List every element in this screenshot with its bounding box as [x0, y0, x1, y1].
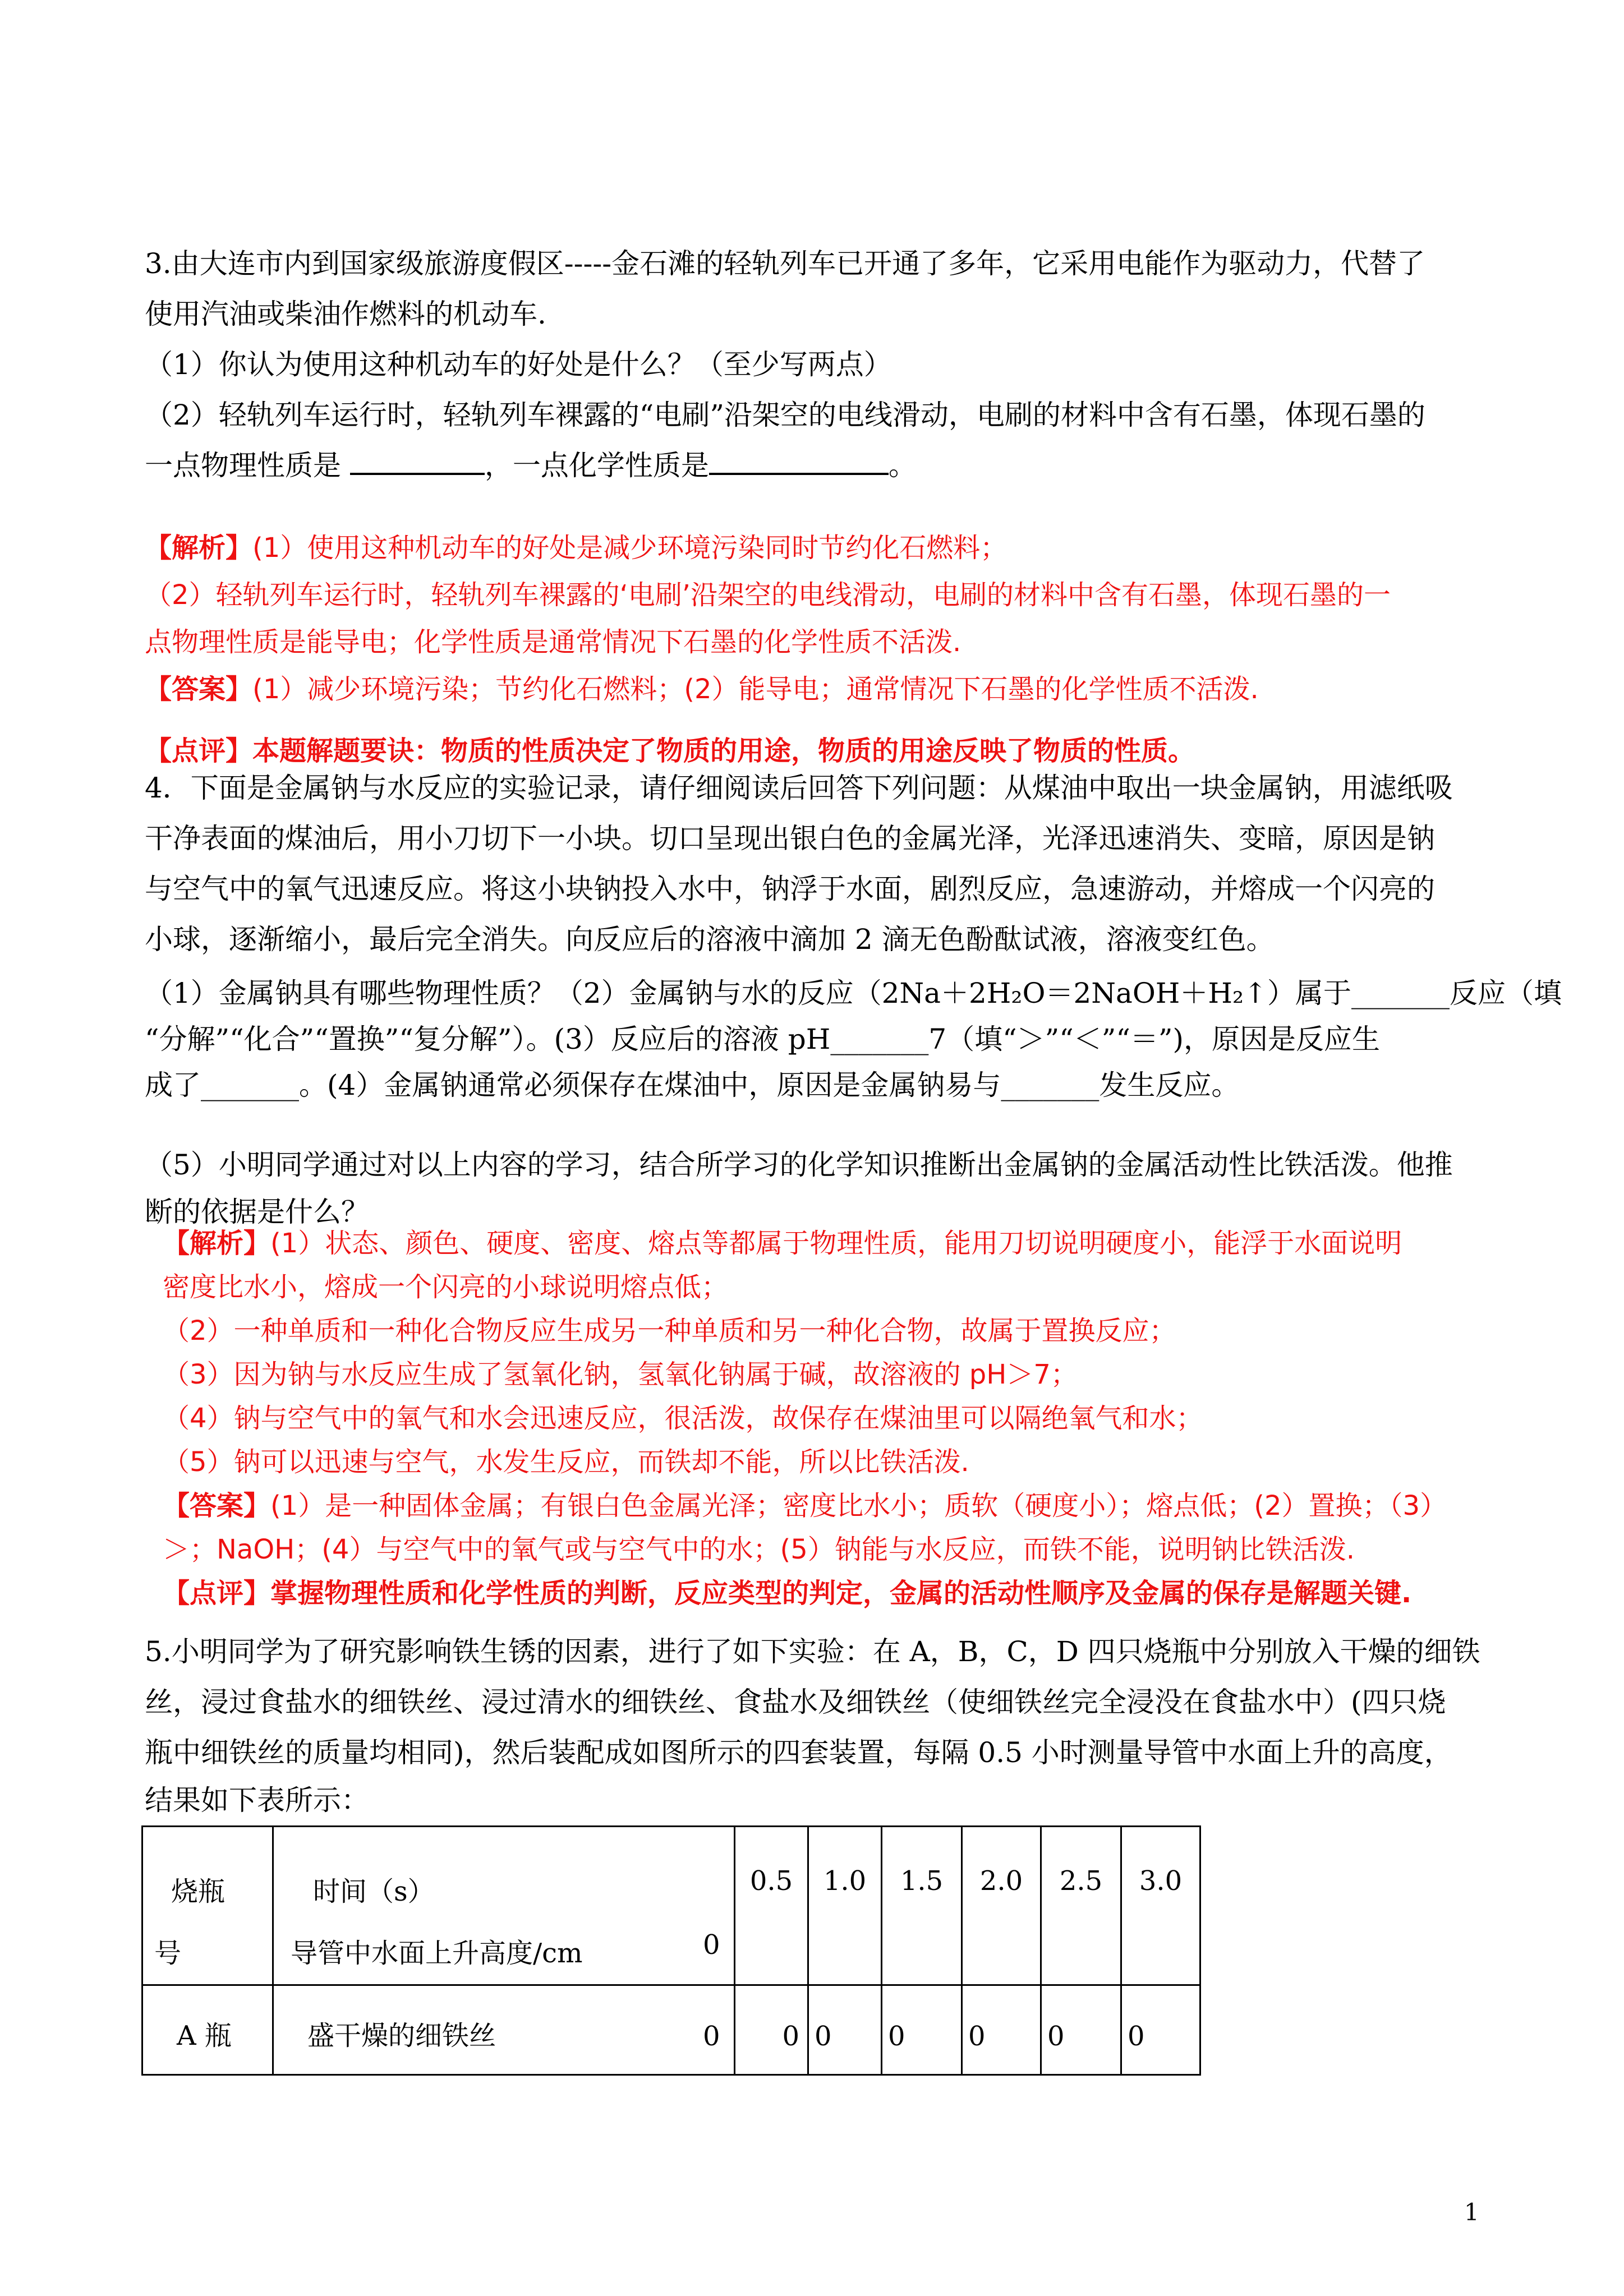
table-cell: 0.5 — [735, 1827, 808, 1985]
table-cell: 0 — [1121, 1985, 1200, 2075]
question-4 — [145, 763, 1491, 965]
q4-subquestions — [145, 970, 1562, 1108]
q3-solution — [145, 524, 1491, 774]
q5-line: 5.小明同学为了研究影响铁生锈的因素，进行了如下实验：在 A，B，C，D 四只烧瓶中分别放入干燥的细铁 — [145, 1635, 1480, 1668]
q3-answer: 【答案】(1）减少环境污染；节约化石燃料；(2）能导电；通常情况下石墨的化学性质不活泼. — [145, 674, 1259, 705]
q3-subq-1: （1）你认为使用这种机动车的好处是什么？（至少写两点） — [145, 348, 892, 381]
table-cell: 2.0 — [962, 1827, 1041, 1985]
table-cell: 0 — [962, 1985, 1041, 2075]
answer-blank[interactable] — [709, 445, 889, 475]
q5-line: 瓶中细铁丝的质量均相同)，然后装配成如图所示的四套装置，每隔 0.5 小时测量导管中水面上升的高度， — [145, 1736, 1452, 1769]
q4-subq5-line: （5）小明同学通过对以上内容的学习，结合所学习的化学知识推断出金属钠的金属活动性比铁活泼。他推 — [145, 1149, 1453, 1181]
q3-line: 3.由大连市内到国家级旅游度假区-----金石滩的轻轨列车已开通了多年，它采用电能作为驱动力，代替了 — [145, 247, 1425, 280]
q4-analysis: 密度比水小，熔成一个闪亮的小球说明熔点低； — [163, 1271, 729, 1303]
table-cell: 0 — [1041, 1985, 1121, 2075]
q4-analysis: （4）钠与空气中的氧气和水会迅速反应，很活泼，故保存在煤油里可以隔绝氧气和水； — [163, 1403, 1203, 1434]
q4-subq-line: “分解”“化合”“置换”“复分解”）。(3）反应后的溶液 pH_______7（填“＞”“＜”“＝”)，原因是反应生 — [145, 1023, 1381, 1055]
q3-subq-2: （2）轻轨列车运行时，轻轨列车裸露的“电刷”沿架空的电线滑动，电刷的材料中含有石墨，体现石墨的 — [145, 399, 1425, 431]
table-cell: 0 — [882, 1985, 962, 2075]
q3-line: 使用汽油或柴油作燃料的机动车. — [145, 298, 546, 330]
table-cell: 3.0 — [1121, 1827, 1200, 1985]
table-cell: 盛干燥的细铁丝 — [273, 1985, 698, 2075]
table-cell: 1.0 — [808, 1827, 882, 1985]
q3-analysis: 【解析】(1）使用这种机动车的好处是减少环境污染同时节约化石燃料； — [145, 532, 1007, 564]
table-header-row — [142, 1827, 1200, 1985]
q4-line: 4．下面是金属钠与水反应的实验记录，请仔细阅读后回答下列问题：从煤油中取出一块金属钠，用滤纸吸 — [145, 772, 1453, 804]
table-cell: 1.5 — [882, 1827, 962, 1985]
q4-comment: 【点评】掌握物理性质和化学性质的判断，反应类型的判定，金属的活动性顺序及金属的保存是解题关键. — [163, 1578, 1412, 1609]
flask-header: 烧瓶 号 — [142, 1827, 273, 1985]
table-cell: A 瓶 — [142, 1985, 273, 2075]
results-table — [141, 1825, 1201, 2076]
q4-solution — [163, 1221, 1509, 1615]
q5-line: 结果如下表所示： — [145, 1784, 369, 1816]
q4-subq-line: （1）金属钠具有哪些物理性质？（2）金属钠与水的反应（2Na＋2H₂O＝2NaOH＋H₂↑）属于_______反应（填 — [145, 977, 1562, 1009]
table-cell: 2.5 — [1041, 1827, 1121, 1985]
q4-subq5-line: 断的依据是什么？ — [145, 1196, 369, 1228]
q3-analysis: （2）轻轨列车运行时，轻轨列车裸露的‘电刷’沿架空的电线滑动，电刷的材料中含有石墨，体现石墨的一 — [145, 579, 1391, 611]
q4-analysis: （3）因为钠与水反应生成了氢氧化钠，氢氧化钠属于碱，故溶液的 pH＞7； — [163, 1359, 1078, 1390]
time-height-header: 时间（s） 导管中水面上升高度/cm — [273, 1827, 698, 1985]
page-number: 1 — [1464, 2198, 1479, 2226]
q3-analysis: 点物理性质是能导电；化学性质是通常情况下石墨的化学性质不活泼. — [145, 626, 961, 658]
answer-blank[interactable] — [350, 445, 485, 475]
table-cell: 0 — [697, 1985, 735, 2075]
table-cell: 0 — [808, 1985, 882, 2075]
q4-analysis: （2）一种单质和一种化合物反应生成另一种单质和另一种化合物，故属于置换反应； — [163, 1315, 1176, 1347]
q5-line: 丝，浸过食盐水的细铁丝、浸过清水的细铁丝、食盐水及细铁丝（使细铁丝完全浸没在食盐水中）(四只烧 — [145, 1686, 1446, 1718]
q3-blank-line: 一点物理性质是 ，一点化学性质是 。 — [145, 440, 1491, 491]
q3-comment: 【点评】本题解题要诀：物质的性质决定了物质的用途，物质的用途反映了物质的性质。 — [145, 735, 1195, 767]
question-5 — [145, 1626, 1491, 1823]
q4-analysis: （5）钠可以迅速与空气，水发生反应，而铁却不能，所以比铁活泼. — [163, 1446, 969, 1478]
table-row — [142, 1985, 1200, 2075]
q4-subq-line: 成了_______。(4）金属钠通常必须保存在煤油中，原因是金属钠易与_______发生反应。 — [145, 1069, 1240, 1101]
q4-line: 与空气中的氧气迅速反应。将这小块钠投入水中，钠浮于水面，剧烈反应，急速游动，并熔成一个闪亮的 — [145, 873, 1435, 905]
question-3 — [145, 238, 1491, 491]
table-cell: 0 — [735, 1985, 808, 2075]
q4-answer: 【答案】(1）是一种固体金属；有银白色金属光泽；密度比水小；质软（硬度小）；熔点低；(2）置换；（3） — [163, 1490, 1447, 1522]
q4-line: 干净表面的煤油后，用小刀切下一小块。切口呈现出银白色的金属光泽，光泽迅速消失、变暗，原因是钠 — [145, 822, 1435, 855]
q4-answer: ＞；NaOH；(4）与空气中的氧气或与空气中的水；(5）钠能与水反应，而铁不能，说明钠比铁活泼. — [163, 1534, 1355, 1565]
table-cell: 0 — [697, 1827, 735, 1985]
q4-line: 小球，逐渐缩小，最后完全消失。向反应后的溶液中滴加 2 滴无色酚酞试液，溶液变红色。 — [145, 923, 1275, 956]
q4-analysis: 【解析】(1）状态、颜色、硬度、密度、熔点等都属于物理性质，能用刀切说明硬度小，能浮于水面说明 — [163, 1228, 1402, 1259]
